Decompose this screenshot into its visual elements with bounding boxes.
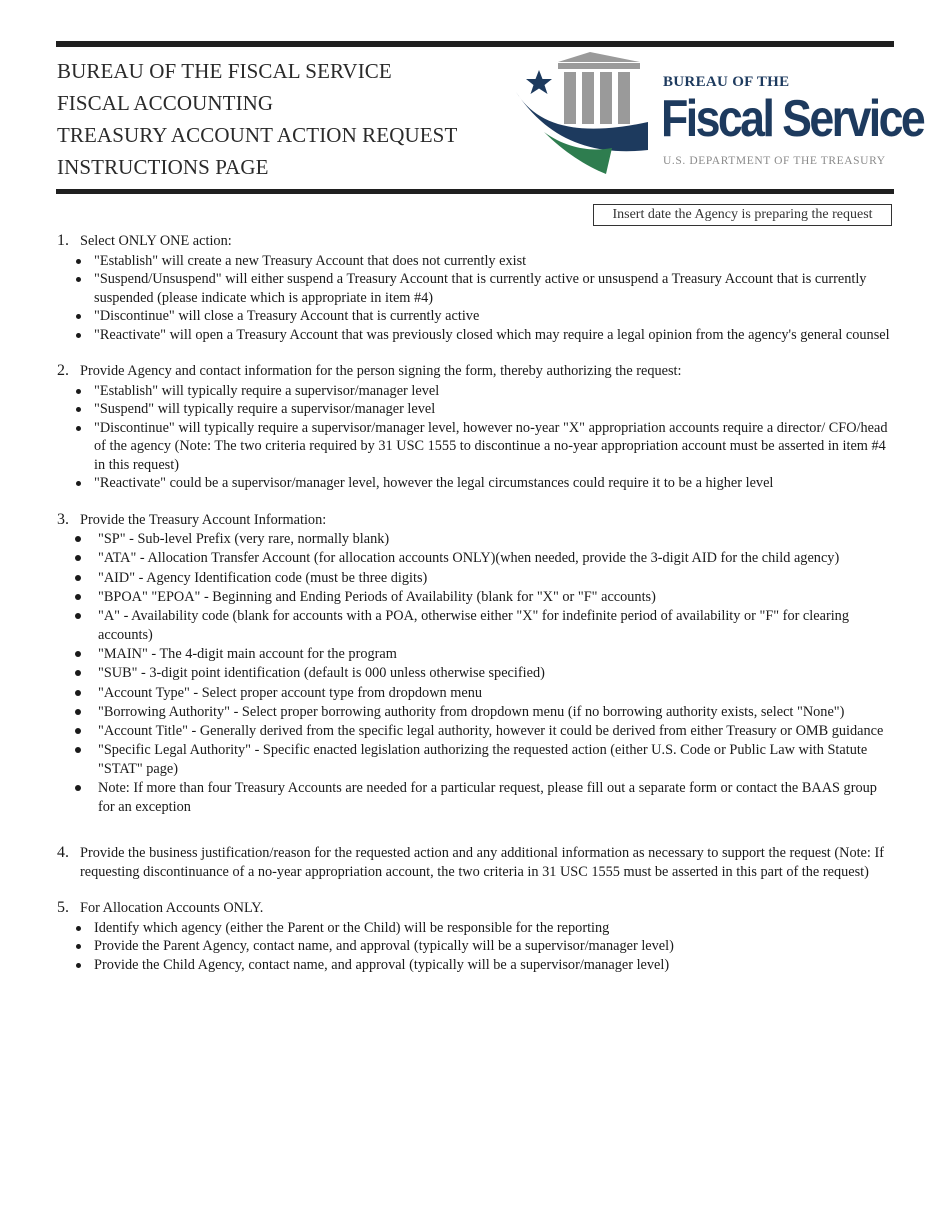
logo-line-bureau: BUREAU OF THE <box>663 74 790 90</box>
bullet-item: "AID" - Agency Identification code (must be three digits) <box>74 569 892 588</box>
logo-line-department: U.S. DEPARTMENT OF THE TREASURY <box>663 155 886 167</box>
section-number: 2. <box>57 362 69 379</box>
section-1 <box>57 232 892 344</box>
bullet-item: "Reactivate" could be a supervisor/manager level, however the legal circumstances could require it to be a higher level <box>74 474 892 493</box>
section-4 <box>57 844 892 881</box>
bullet-item: "SUB" - 3-digit point identification (default is 000 unless otherwise specified) <box>74 664 892 683</box>
header-top-rule <box>56 41 894 47</box>
section-5-header <box>57 899 892 918</box>
bullet-item: "Establish" will typically require a supervisor/manager level <box>74 382 892 401</box>
bullet-item: Note: If more than four Treasury Accounts are needed for a particular request, please fill out a separate form or contact the BAAS group for an exception <box>74 779 892 816</box>
bullet-item: "Specific Legal Authority" - Specific enacted legislation authorizing the requested action (either U.S. Code or Public Law with Statute "STAT" page) <box>74 741 892 778</box>
header-title-line-1: BUREAU OF THE FISCAL SERVICE <box>57 59 392 83</box>
section-heading: Provide the Treasury Account Information: <box>80 511 327 528</box>
treasury-building-icon <box>514 52 654 176</box>
bullet-item: "ATA" - Allocation Transfer Account (for allocation accounts ONLY)(when needed, provide the 3-digit AID for the child agency) <box>74 549 892 568</box>
bullet-item: "Suspend/Unsuspend" will either suspend a Treasury Account that is currently active or unsuspend a Treasury Account that is currently suspended (please indicate which is appropriate in item #4) <box>74 270 892 307</box>
bullet-item: "Account Type" - Select proper account type from dropdown menu <box>74 684 892 703</box>
header-title-line-2: FISCAL ACCOUNTING <box>57 91 274 115</box>
date-instruction-box: Insert date the Agency is preparing the request <box>593 204 892 226</box>
section-1-header <box>57 232 892 251</box>
section-1-bullets <box>74 252 892 345</box>
header-titles <box>57 55 507 183</box>
section-3-bullets <box>74 530 892 816</box>
section-5 <box>57 899 892 974</box>
section-number: 4. <box>57 844 69 862</box>
section-3 <box>57 511 892 817</box>
header-bottom-rule <box>56 189 894 194</box>
section-4-header <box>57 844 892 881</box>
section-number: 1. <box>57 232 69 249</box>
section-2-bullets <box>74 382 892 493</box>
section-heading: Provide Agency and contact information for the person signing the form, thereby authorizing the request: <box>80 363 682 379</box>
section-heading: Select ONLY ONE action: <box>80 233 232 249</box>
logo-line-fiscal-service: Fiscal Service <box>661 90 924 148</box>
section-3-header <box>57 511 892 530</box>
bullet-item: "MAIN" - The 4-digit main account for the program <box>74 645 892 664</box>
bullet-item: Provide the Parent Agency, contact name, and approval (typically will be a supervisor/manager level) <box>74 937 892 956</box>
bullet-item: "SP" - Sub-level Prefix (very rare, normally blank) <box>74 530 892 549</box>
bullet-item: "Reactivate" will open a Treasury Account that was previously closed which may require a legal opinion from the agency's general counsel <box>74 326 892 345</box>
section-2-header <box>57 362 892 381</box>
bullet-item: Identify which agency (either the Parent or the Child) will be responsible for the reporting <box>74 919 892 938</box>
bullet-item: "A" - Availability code (blank for accounts with a POA, otherwise either "X" for indefinite period of availability or "F" for clearing accounts) <box>74 607 892 644</box>
header-title-line-4: INSTRUCTIONS PAGE <box>57 155 269 179</box>
bullet-item: Provide the Child Agency, contact name, and approval (typically will be a supervisor/manager level) <box>74 956 892 975</box>
section-5-bullets <box>74 919 892 975</box>
section-2 <box>57 362 892 493</box>
bullet-item: "Discontinue" will typically require a supervisor/manager level, however no-year "X" appropriation accounts require a director/ CFO/head of the agency (Note: The two criteria required by 31 USC 1555 to discontinue a no-year appropriation account must be asserted in item #4 in this request) <box>74 419 892 475</box>
bullet-item: "Establish" will create a new Treasury Account that does not currently exist <box>74 252 892 271</box>
section-heading: For Allocation Accounts ONLY. <box>80 900 264 917</box>
instructions-content <box>57 232 892 992</box>
header-title-line-3: TREASURY ACCOUNT ACTION REQUEST <box>57 123 458 147</box>
bullet-item: "Account Title" - Generally derived from the specific legal authority, however it could be derived from either Treasury or OMB guidance <box>74 722 892 741</box>
section-number: 3. <box>57 510 69 528</box>
bullet-item: "Borrowing Authority" - Select proper borrowing authority from dropdown menu (if no borrowing authority exists, select "None") <box>74 703 892 722</box>
bullet-item: "BPOA" "EPOA" - Beginning and Ending Periods of Availability (blank for "X" or "F" accounts) <box>74 588 892 607</box>
fiscal-service-logo <box>514 52 924 176</box>
section-heading: Provide the business justification/reason for the requested action and any additional information as necessary to support the request (Note: If requesting discontinuance of a no-year appropriation account, the two criteria in 31 USC 1555 must be asserted in this part of the request) <box>80 845 884 880</box>
bullet-item: "Suspend" will typically require a supervisor/manager level <box>74 400 892 419</box>
bullet-item: "Discontinue" will close a Treasury Account that is currently active <box>74 307 892 326</box>
section-number: 5. <box>57 899 69 917</box>
